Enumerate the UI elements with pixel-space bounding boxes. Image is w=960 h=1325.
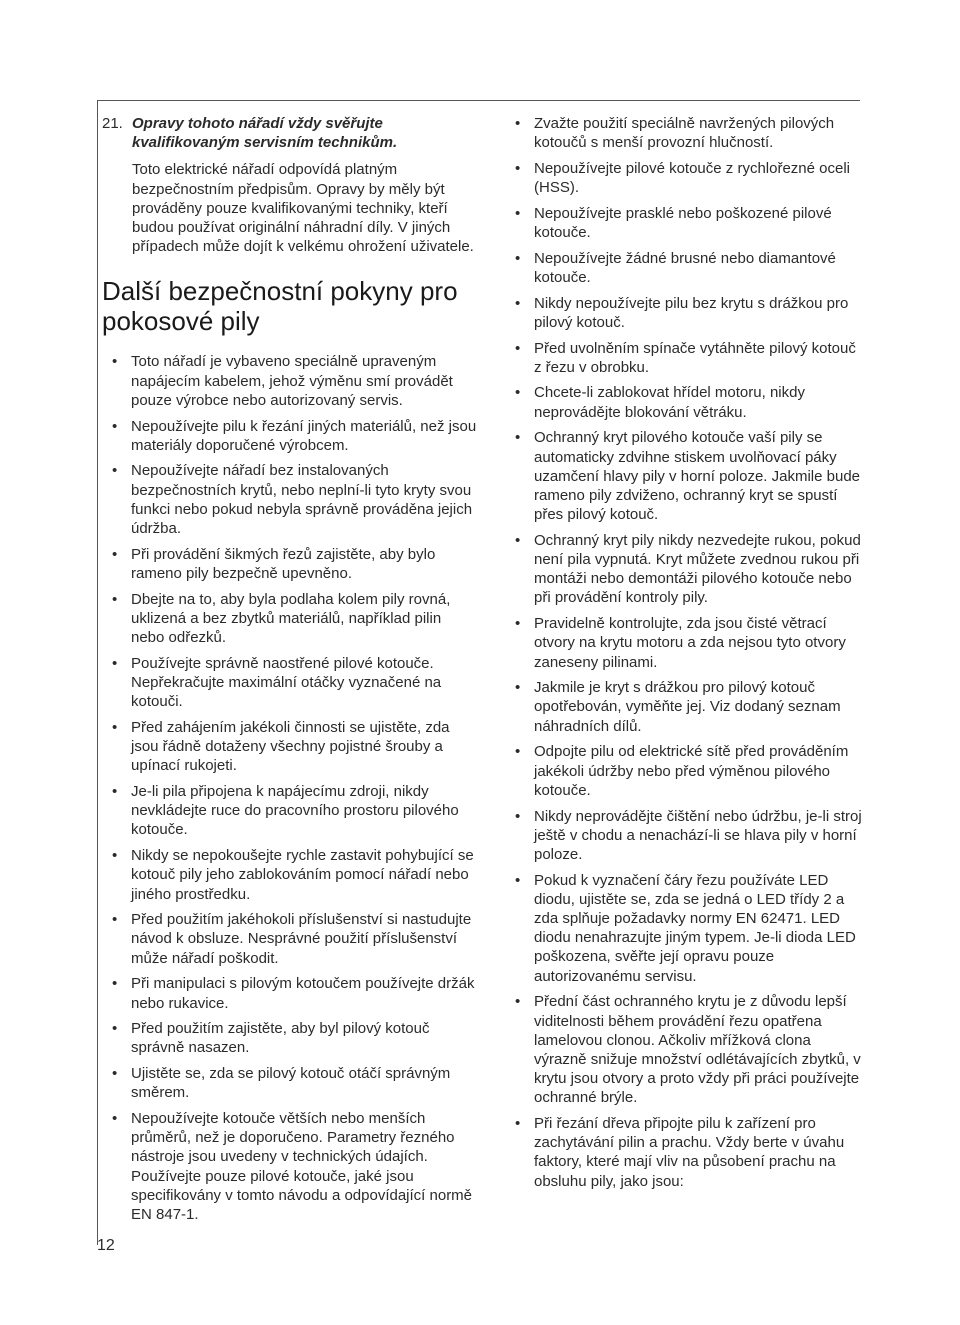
list-item: • Nepoužívejte nářadí bez instalovaných bezpečnostních krytů, nebo neplní-li tyto kryty svou funkci nebo pokud nebyla správně prováděna jejich údržba. bbox=[102, 461, 477, 538]
list-item: • Ochranný kryt pilového kotouče vaší pily se automaticky zdvihne stiskem uvolňovací páky uzamčení hlavy pily v horní poloze. Jakmile bude rameno pily zdviženo, ochranný kryt se spustí přes pilový kotouč. bbox=[505, 428, 865, 524]
list-item: • Před uvolněním spínače vytáhněte pilový kotouč z řezu v obrobku. bbox=[505, 339, 865, 377]
list-item: • Zvažte použití speciálně navržených pilových kotoučů s menší provozní hlučností. bbox=[505, 114, 865, 152]
list-item: • Nikdy neprovádějte čištění nebo údržbu, je-li stroj ještě v chodu a nenachází-li se hlava pily v horní poloze. bbox=[505, 807, 865, 865]
list-item: • Jakmile je kryt s drážkou pro pilový kotouč opotřebován, vyměňte jej. Viz dodaný seznam náhradních dílů. bbox=[505, 678, 865, 736]
list-item: • Nikdy se nepokoušejte rychle zastavit pohybující se kotouč pily jeho zablokováním pomocí nářadí nebo jiného prostředku. bbox=[102, 846, 477, 904]
list-item: • Před zahájením jakékoli činnosti se ujistěte, zda jsou řádně dotaženy všechny pojistné šrouby a upínací rukojeti. bbox=[102, 718, 477, 776]
list-item: • Odpojte pilu od elektrické sítě před prováděním jakékoli údržby nebo před výměnou pilového kotouče. bbox=[505, 742, 865, 800]
list-item: • Nepoužívejte žádné brusné nebo diamantové kotouče. bbox=[505, 249, 865, 287]
page-number: 12 bbox=[97, 1237, 115, 1254]
top-rule bbox=[98, 100, 860, 101]
numbered-item-21 bbox=[102, 114, 477, 256]
item-number: 21. bbox=[102, 115, 123, 132]
list-item: • Je-li pila připojena k napájecímu zdroji, nikdy nevkládejte ruce do pracovního prostoru pilového kotouče. bbox=[102, 782, 477, 840]
list-item: • Při řezání dřeva připojte pilu k zařízení pro zachytávání pilin a prachu. Vždy berte v úvahu faktory, které mají vliv na působení prachu na obsluhu pily, jako jsou: bbox=[505, 1114, 865, 1191]
item-body bbox=[132, 114, 477, 256]
list-item: • Ochranný kryt pily nikdy nezvedejte rukou, pokud není pila vypnutá. Kryt můžete zvednou rukou při montáži nebo demontáži pilového kotouče nebo při provádění kontroly pily. bbox=[505, 531, 865, 608]
list-item: • Nepoužívejte pilové kotouče z rychlořezné oceli (HSS). bbox=[505, 159, 865, 197]
section-heading: Další bezpečnostní pokyny pro pokosové pily bbox=[102, 276, 458, 337]
right-bullet-list bbox=[505, 114, 865, 1191]
list-item: • Chcete-li zablokovat hřídel motoru, nikdy neprovádějte blokování větráku. bbox=[505, 383, 865, 421]
left-margin-rule bbox=[97, 100, 98, 1245]
list-item: • Pokud k vyznačení čáry řezu používáte LED diodu, ujistěte se, zda se jedná o LED třídy 2 a zda splňuje požadavky normy EN 62471. LED diodu nenahrazujte jiným typem. Je-li dioda LED poškozena, svěřte její opravu pouze autorizovanému servisu. bbox=[505, 871, 865, 986]
list-item: • Používejte správně naostřené pilové kotouče. Nepřekračujte maximální otáčky vyznačené na kotouči. bbox=[102, 654, 477, 712]
list-item: • Při provádění šikmých řezů zajistěte, aby bylo rameno pily bezpečně upevněno. bbox=[102, 545, 477, 583]
list-item: • Přední část ochranného krytu je z důvodu lepší viditelnosti během provádění řezu opatřena lamelovou clonou. Ačkoliv mřížková clona výrazně snižuje množství odlétávajících zbytků, v krytu jsou otvory a proto vždy při práci používejte ochranné brýle. bbox=[505, 992, 865, 1107]
left-bullet-list bbox=[102, 352, 477, 1224]
list-item: • Před použitím jakéhokoli příslušenství si nastudujte návod k obsluze. Nesprávné použití příslušenství může nářadí poškodit. bbox=[102, 910, 477, 968]
list-item: • Pravidelně kontrolujte, zda jsou čisté větrací otvory na krytu motoru a zda nejsou tyto otvory zaneseny pilinami. bbox=[505, 614, 865, 672]
list-item: • Nikdy nepoužívejte pilu bez krytu s drážkou pro pilový kotouč. bbox=[505, 294, 865, 332]
list-item: • Při manipulaci s pilovým kotoučem používejte držák nebo rukavice. bbox=[102, 974, 477, 1012]
list-item: • Ujistěte se, zda se pilový kotouč otáčí správným směrem. bbox=[102, 1064, 477, 1102]
list-item: • Dbejte na to, aby byla podlaha kolem pily rovná, uklizená a bez zbytků materiálů, například pilin nebo odřezků. bbox=[102, 590, 477, 648]
list-item: • Nepoužívejte prasklé nebo poškozené pilové kotouče. bbox=[505, 204, 865, 242]
list-item: • Toto nářadí je vybaveno speciálně upraveným napájecím kabelem, jehož výměnu smí provádět pouze výrobce nebo autorizovaný servis. bbox=[102, 352, 477, 410]
item-text: Toto elektrické nářadí odpovídá platným bezpečnostním předpisům. Opravy by měly být prováděny pouze kvalifikovanými techniky, kteří budou používat originální náhradní díly. V jiných případech může dojít k velkému ohrožení uživatele. bbox=[132, 161, 474, 256]
list-item: • Nepoužívejte kotouče větších nebo menších průměrů, než je doporučeno. Parametry řezného nástroje jsou uvedeny v technických údajích. Používejte pouze pilové kotouče, jaké jsou specifikovány v tomto návodu a odpovídající normě EN 847-1. bbox=[102, 1109, 477, 1224]
list-item: • Nepoužívejte pilu k řezání jiných materiálů, než jsou materiály doporučené výrobcem. bbox=[102, 417, 477, 455]
right-column bbox=[505, 114, 865, 1197]
item-title: Opravy tohoto nářadí vždy svěřujte kvalifikovaným servisním technikům. bbox=[132, 115, 398, 152]
left-column bbox=[102, 114, 477, 1231]
list-item: • Před použitím zajistěte, aby byl pilový kotouč správně nasazen. bbox=[102, 1019, 477, 1057]
